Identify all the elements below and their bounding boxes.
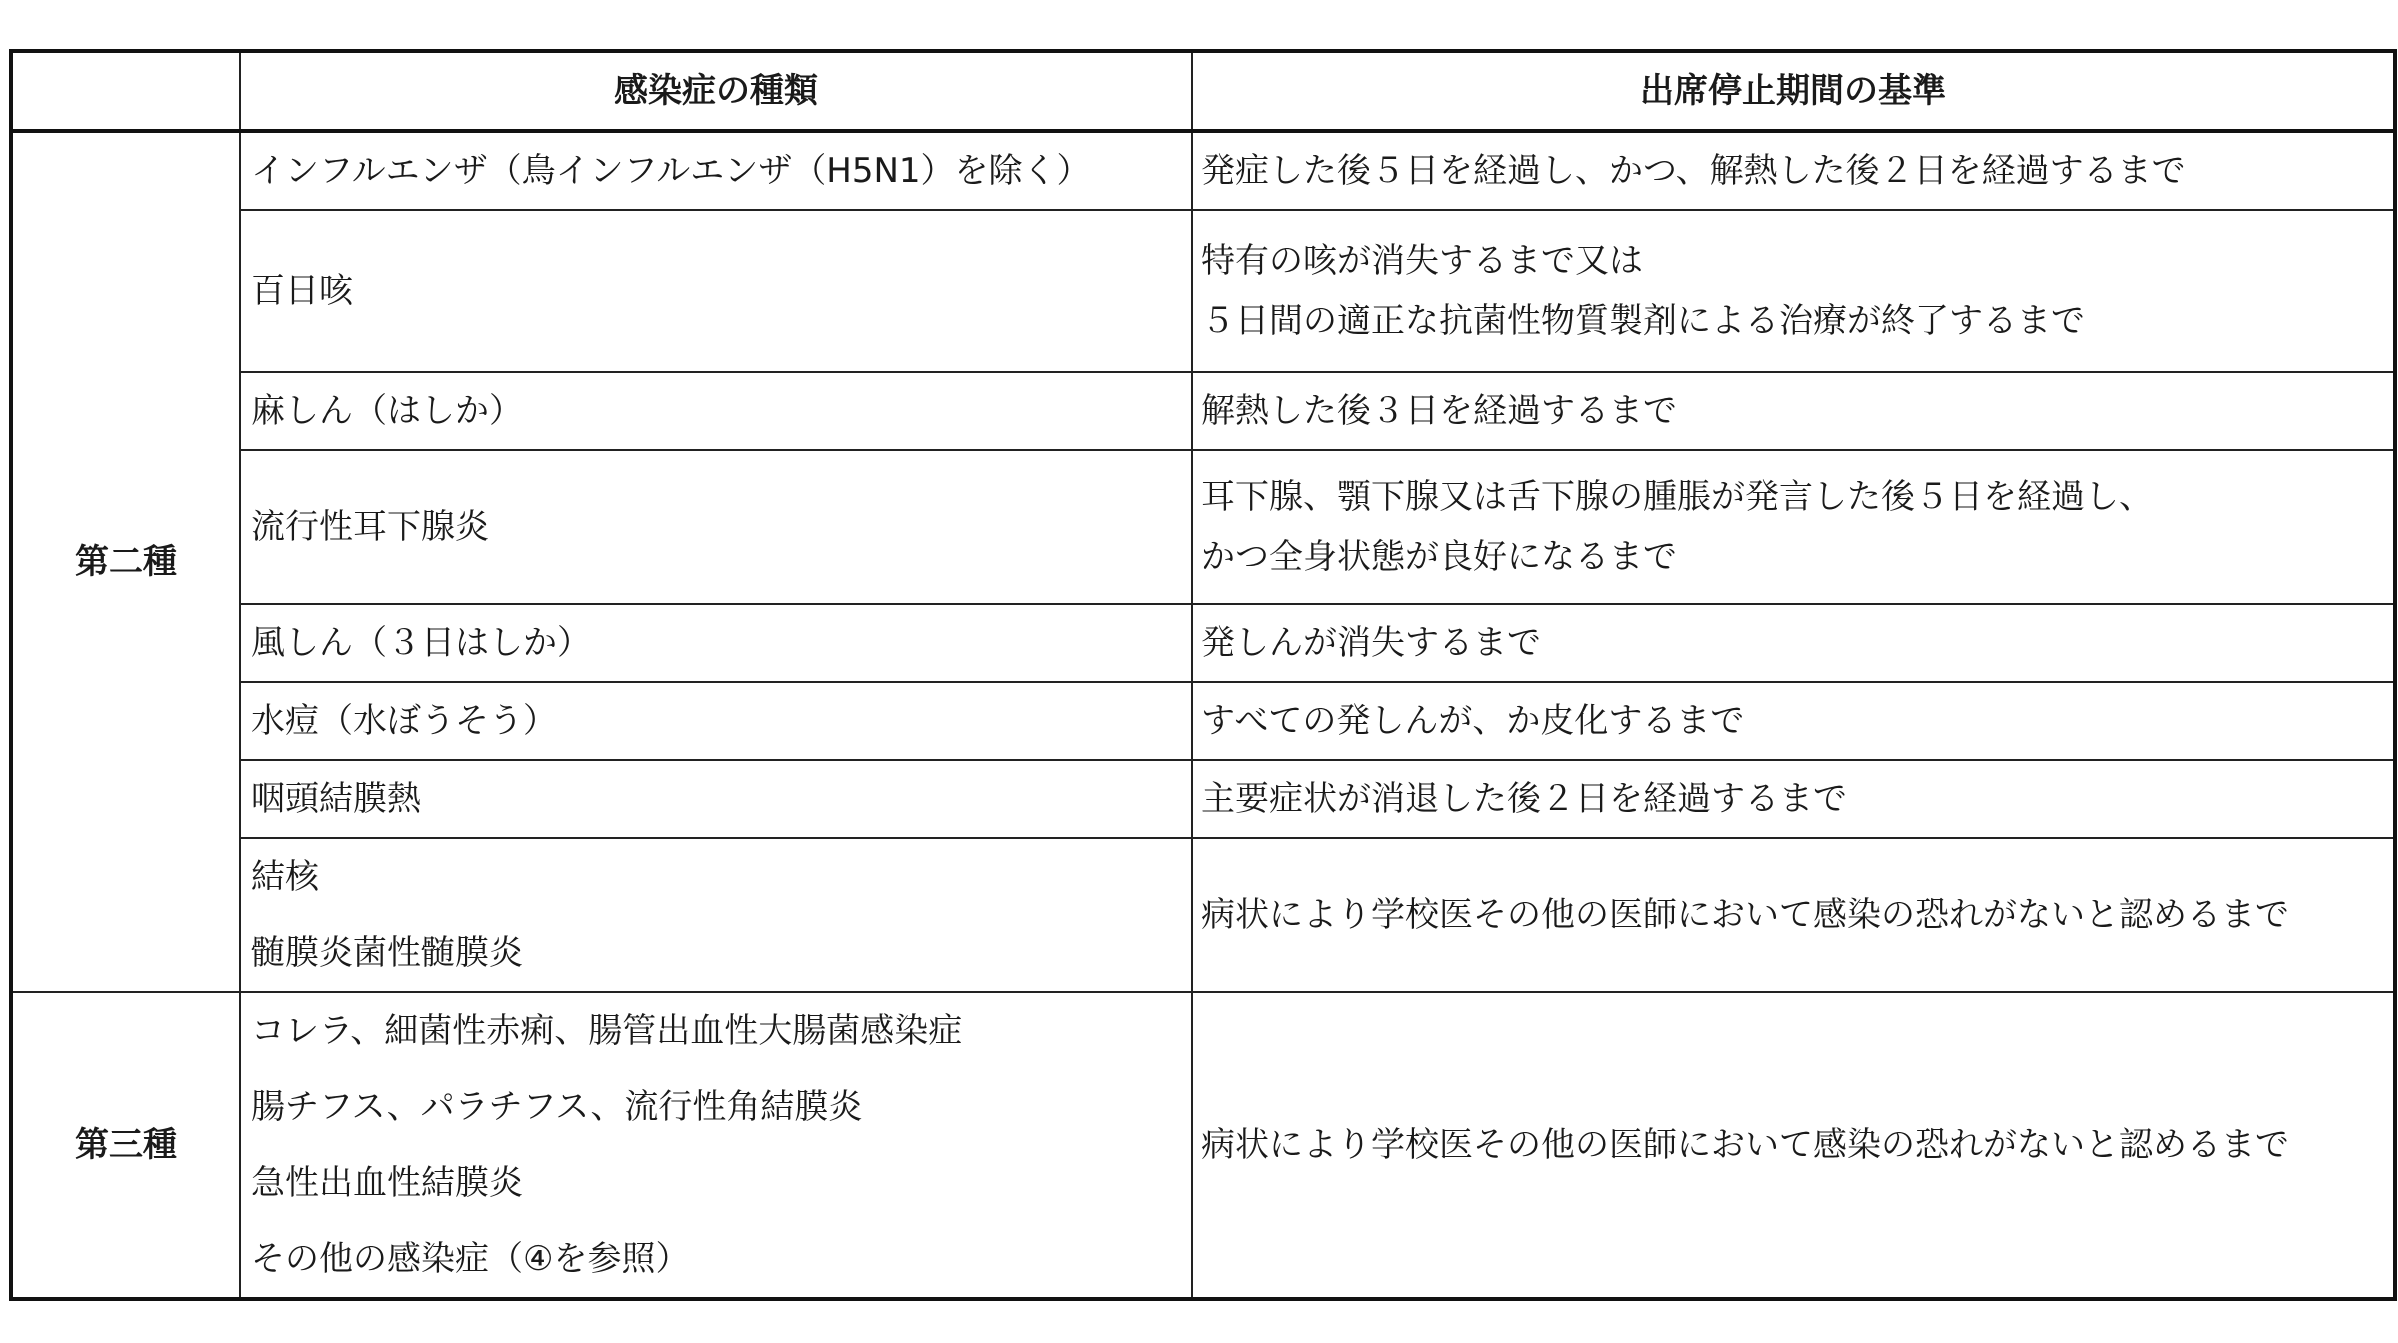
criteria-cell — [1192, 372, 2395, 450]
table-row — [11, 682, 2395, 760]
disease-text: 咽頭結膜熱 — [251, 779, 421, 819]
table-row — [11, 838, 2395, 992]
attendance-suspension-table — [9, 49, 2397, 1301]
disease-text: インフルエンザ（鳥インフルエンザ（H5N1）を除く） — [251, 151, 1091, 191]
criteria-text: かつ全身状態が良好になるまで — [1201, 537, 1677, 577]
table-row — [11, 210, 2395, 372]
criteria-cell — [1192, 760, 2395, 838]
disease-text: 髄膜炎菌性髄膜炎 — [251, 933, 523, 973]
disease-text: 流行性耳下腺炎 — [251, 507, 489, 547]
table-row — [11, 450, 2395, 604]
criteria-text: 主要症状が消退した後２日を経過するまで — [1201, 779, 1847, 819]
header-category — [11, 51, 240, 131]
disease-cell — [240, 838, 1192, 992]
category-cell-3: 第三種 — [11, 992, 240, 1299]
disease-text: 風しん（３日はしか） — [251, 623, 591, 663]
disease-text: 急性出血性結膜炎 — [251, 1163, 523, 1203]
criteria-text: 発症した後５日を経過し、かつ、解熱した後２日を経過するまで — [1201, 151, 2186, 191]
disease-text: 結核 — [251, 857, 319, 897]
disease-text: 百日咳 — [251, 271, 353, 311]
disease-text: コレラ、細菌性赤痢、腸管出血性大腸菌感染症 — [251, 1011, 963, 1051]
disease-cell — [240, 210, 1192, 372]
disease-cell — [240, 760, 1192, 838]
criteria-text: すべての発しんが、か皮化するまで — [1201, 701, 1745, 741]
criteria-text: 病状により学校医その他の医師において感染の恐れがないと認めるまで — [1201, 1125, 2289, 1165]
disease-text: 腸チフス、パラチフス、流行性角結膜炎 — [251, 1087, 863, 1127]
disease-cell — [240, 604, 1192, 682]
criteria-text: 特有の咳が消失するまで又は — [1201, 241, 1643, 281]
criteria-text: 病状により学校医その他の医師において感染の恐れがないと認めるまで — [1201, 895, 2289, 935]
table-row — [11, 604, 2395, 682]
criteria-text: 耳下腺、顎下腺又は舌下腺の腫脹が発言した後５日を経過し、 — [1201, 477, 2153, 517]
disease-cell — [240, 450, 1192, 604]
criteria-text: 発しんが消失するまで — [1201, 623, 1541, 663]
disease-cell — [240, 992, 1192, 1299]
criteria-cell — [1192, 131, 2395, 210]
criteria-text: ５日間の適正な抗菌性物質製剤による治療が終了するまで — [1201, 301, 2085, 341]
disease-cell — [240, 682, 1192, 760]
criteria-cell — [1192, 682, 2395, 760]
disease-text: 麻しん（はしか） — [251, 391, 523, 431]
criteria-cell — [1192, 992, 2395, 1299]
category-cell-2: 第二種 — [11, 131, 240, 992]
header-criteria: 出席停止期間の基準 — [1192, 51, 2395, 131]
disease-cell — [240, 372, 1192, 450]
criteria-cell — [1192, 210, 2395, 372]
disease-cell — [240, 131, 1192, 210]
criteria-cell — [1192, 838, 2395, 992]
criteria-text: 解熱した後３日を経過するまで — [1201, 391, 1677, 431]
header-disease-type: 感染症の種類 — [240, 51, 1192, 131]
criteria-cell — [1192, 450, 2395, 604]
criteria-cell — [1192, 604, 2395, 682]
table-row — [11, 760, 2395, 838]
disease-text: 水痘（水ぼうそう） — [251, 701, 557, 741]
table-row — [11, 131, 2395, 210]
header-row — [11, 51, 2395, 131]
table-row — [11, 372, 2395, 450]
table-row — [11, 992, 2395, 1299]
disease-text: その他の感染症（④を参照） — [251, 1239, 690, 1279]
